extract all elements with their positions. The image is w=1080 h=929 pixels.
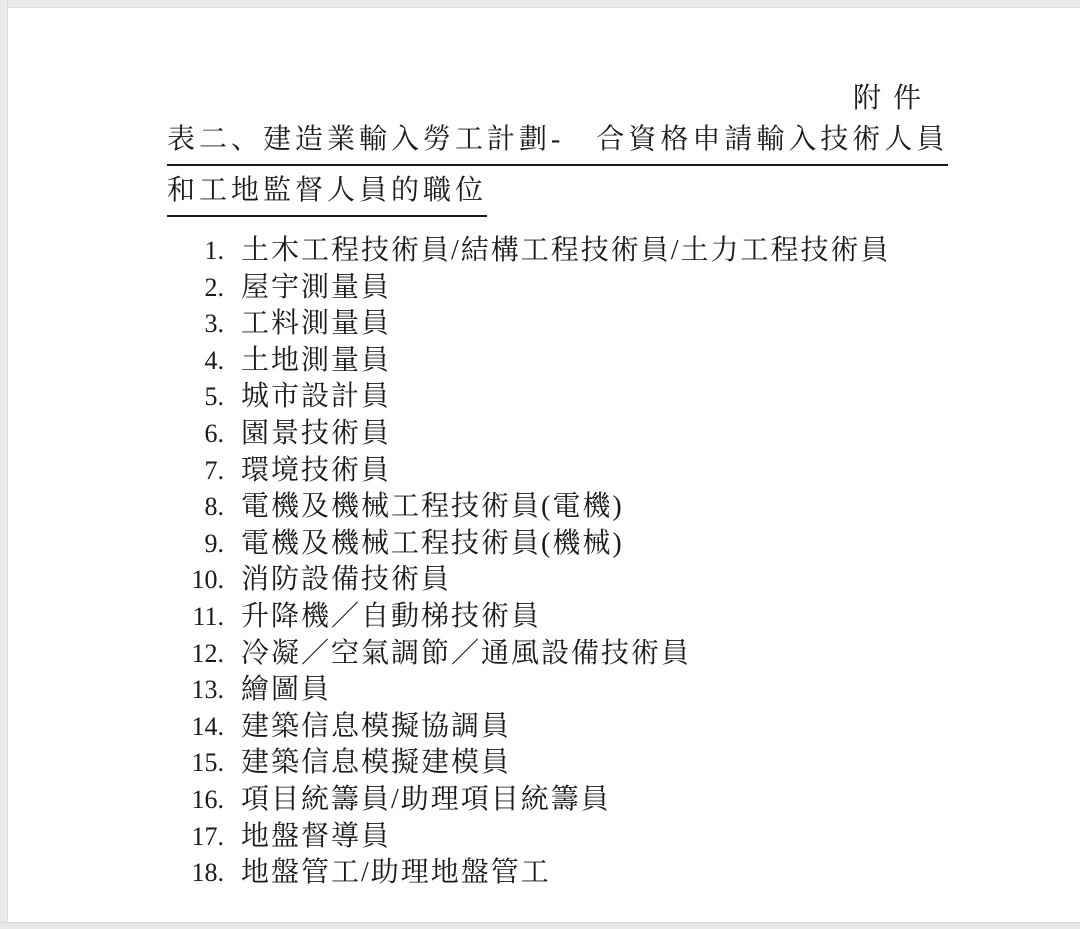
item-number: 5. (204, 382, 224, 412)
title-line-1: 表二、建造業輸入勞工計劃- 合資格申請輸入技術人員 (167, 119, 948, 166)
item-text: 土地測量員 (241, 344, 392, 376)
item-number: 13. (191, 675, 224, 705)
job-list (182, 228, 942, 887)
list-item (182, 301, 942, 338)
list-item (182, 667, 942, 704)
item-text: 環境技術員 (241, 454, 392, 486)
item-number: 11. (192, 601, 224, 631)
item-number: 3. (204, 309, 224, 339)
list-item (182, 484, 942, 521)
item-number: 14. (191, 711, 224, 741)
list-item (182, 850, 942, 887)
annex-label: 附件 (853, 83, 934, 114)
item-number: 10. (191, 565, 224, 595)
page-edge-bottom (0, 922, 1080, 929)
item-text: 建築信息模擬協調員 (241, 710, 512, 742)
item-number: 1. (204, 236, 224, 265)
list-item (182, 557, 942, 594)
item-number: 7. (204, 455, 224, 485)
item-text: 工料測量員 (241, 308, 392, 340)
item-text: 園景技術員 (241, 417, 392, 449)
list-item (182, 265, 942, 302)
list-item (182, 228, 942, 265)
list-item (182, 521, 942, 558)
item-number: 12. (191, 638, 224, 668)
item-number: 4. (204, 345, 224, 375)
item-text: 電機及機械工程技術員(機械) (241, 527, 624, 559)
list-item (182, 740, 942, 777)
list-item (182, 814, 942, 851)
item-text: 土木工程技術員/結構工程技術員/土力工程技術員 (241, 235, 891, 266)
list-item (182, 704, 942, 741)
item-text: 電機及機械工程技術員(電機) (241, 491, 624, 523)
list-item (182, 448, 942, 485)
list-item (182, 594, 942, 631)
item-number: 18. (191, 858, 224, 888)
list-item (182, 777, 942, 814)
item-text: 建築信息模擬建模員 (241, 747, 512, 779)
item-number: 6. (204, 418, 224, 448)
item-number: 16. (191, 784, 224, 814)
item-text: 冷凝／空氣調節／通風設備技術員 (241, 637, 692, 669)
list-item (182, 631, 942, 668)
item-text: 城市設計員 (241, 381, 392, 413)
item-text: 地盤督導員 (241, 820, 392, 852)
item-number: 15. (191, 748, 224, 778)
item-number: 9. (204, 528, 224, 558)
item-text: 繪圖員 (241, 674, 332, 706)
item-text: 項目統籌員/助理項目統籌員 (241, 783, 611, 815)
item-number: 2. (204, 272, 224, 302)
list-item (182, 338, 942, 375)
list-item (182, 411, 942, 448)
page-edge-left (0, 0, 8, 929)
item-text: 消防設備技術員 (241, 564, 452, 596)
list-item (182, 374, 942, 411)
page-edge-top (0, 0, 1080, 8)
item-text: 地盤管工/助理地盤管工 (241, 857, 551, 889)
document-title (167, 119, 957, 221)
item-text: 屋宇測量員 (241, 271, 392, 303)
item-number: 8. (204, 492, 224, 522)
title-line-2: 和工地監督人員的職位 (167, 170, 487, 217)
item-number: 17. (191, 821, 224, 851)
item-text: 升降機／自動梯技術員 (241, 600, 542, 632)
